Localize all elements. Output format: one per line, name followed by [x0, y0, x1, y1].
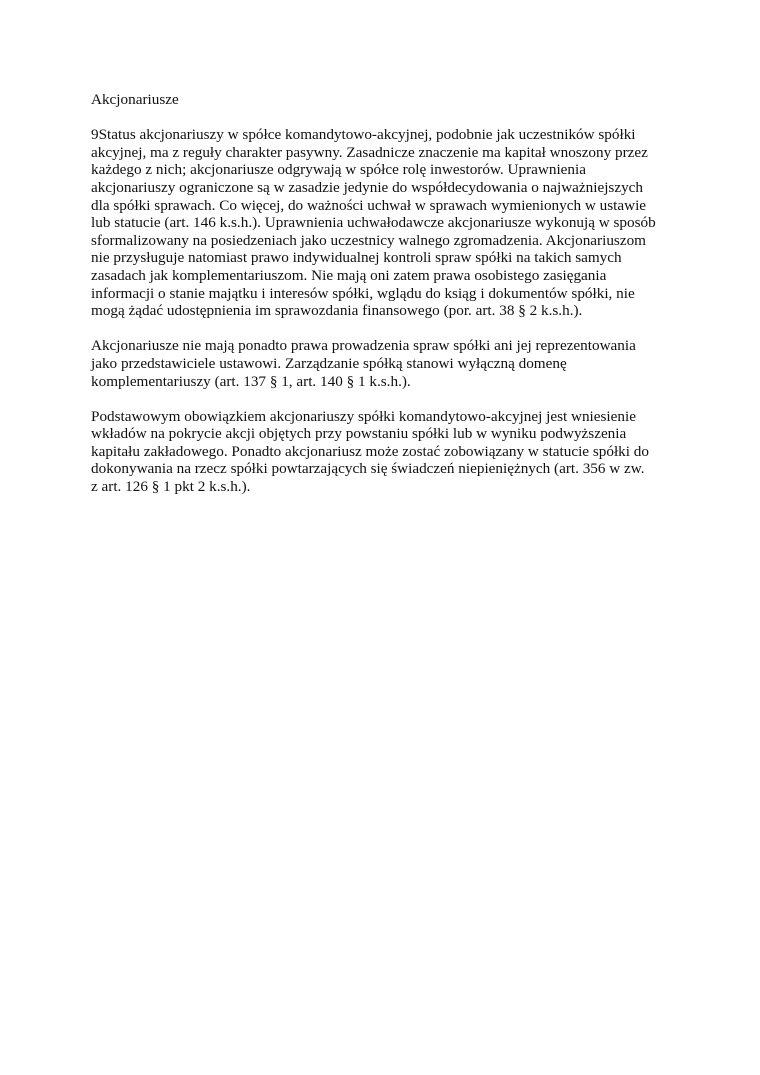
- text-line: dla spółki sprawach. Co więcej, do ważności uchwał w sprawach wymienionych w ustawie: [91, 196, 647, 214]
- text-line: akcyjnej, ma z reguły charakter pasywny. Zasadnicze znaczenie ma kapitał wnoszony przez: [91, 143, 648, 161]
- text-line: akcjonariuszy ograniczone są w zasadzie jedynie do współdecydowania o najważniejszych: [91, 178, 644, 196]
- text-line: wkładów na pokrycie akcji objętych przy powstaniu spółki lub w wyniku podwyższenia: [91, 425, 627, 443]
- text-line: kapitału zakładowego. Ponadto akcjonariusz może zostać zobowiązany w statucie spółki do: [91, 442, 649, 460]
- text-line: 9Status akcjonariuszy w spółce komandytowo-akcyjnej, podobnie jak uczestników spółki: [91, 126, 636, 144]
- text-line: z art. 126 § 1 pkt 2 k.s.h.).: [91, 478, 251, 496]
- text-line: informacji o stanie majątku i interesów spółki, wglądu do ksiąg i dokumentów spółki, nie: [91, 284, 635, 302]
- text-line: Podstawowym obowiązkiem akcjonariuszy spółki komandytowo-akcyjnej jest wniesienie: [91, 407, 636, 425]
- text-line: nie przysługuje natomiast prawo indywidualnej kontroli spraw spółki na takich samych: [91, 249, 622, 267]
- document-body: [91, 91, 671, 513]
- text-line: lub statucie (art. 146 k.s.h.). Uprawnienia uchwałodawcze akcjonariusze wykonują w sposób: [91, 214, 656, 232]
- text-line: każdego z nich; akcjonariusze odgrywają w spółce rolę inwestorów. Uprawnienia: [91, 161, 586, 179]
- text-line: zasadach jak komplementariuszom. Nie mają oni zatem prawa osobistego zasięgania: [91, 266, 607, 284]
- text-line: jako przedstawiciele ustawowi. Zarządzanie spółką stanowi wyłączną domenę: [91, 354, 567, 372]
- text-line: Akcjonariusze nie mają ponadto prawa prowadzenia spraw spółki ani jej reprezentowania: [91, 337, 636, 355]
- paragraph-representation: [91, 337, 671, 390]
- paragraph-obligations: [91, 408, 671, 496]
- text-line: dokonywania na rzecz spółki powtarzających się świadczeń niepieniężnych (art. 356 w zw.: [91, 460, 645, 478]
- text-line: sformalizowany na posiedzeniach jako uczestnicy walnego zgromadzenia. Akcjonariuszom: [91, 231, 646, 249]
- text-line: mogą żądać udostępnienia im sprawozdania finansowego (por. art. 38 § 2 k.s.h.).: [91, 302, 583, 320]
- document-title: Akcjonariusze: [91, 91, 179, 108]
- text-line: komplementariuszy (art. 137 § 1, art. 140 § 1 k.s.h.).: [91, 372, 411, 390]
- paragraph-status: [91, 126, 671, 320]
